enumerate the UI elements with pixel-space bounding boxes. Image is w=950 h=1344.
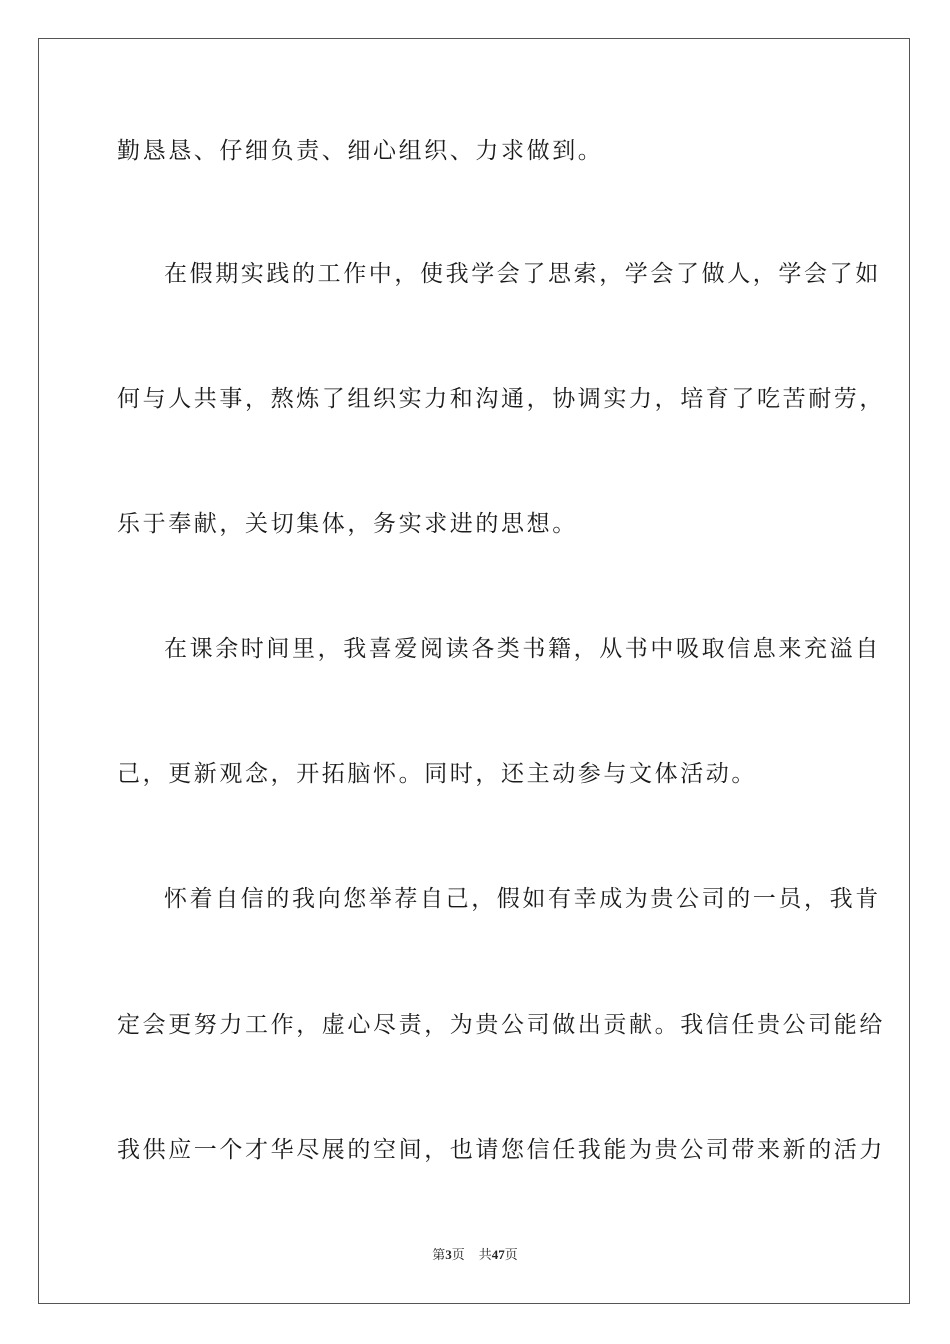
paragraph-first-line: 怀着自信的我向您举荐自己，假如有幸成为贵公司的一员，我肯 [164,886,881,912]
footer-page-number: 3 [445,1247,452,1262]
footer-total-suffix: 页 [504,1248,518,1263]
text-line: 勤恳恳、仔细负责、细心组织、力求做到。 [117,138,604,164]
paragraph-first-line: 在假期实践的工作中，使我学会了思索，学会了做人，学会了如 [164,261,881,287]
text-line: 定会更努力工作，虚心尽责，为贵公司做出贡献。我信任贵公司能给 [117,1012,885,1038]
text-line: 乐于奉献，关切集体，务实求进的思想。 [117,511,578,537]
text-line: 我供应一个才华尽展的空间，也请您信任我能为贵公司带来新的活力 [117,1137,885,1163]
footer-page-prefix: 第 [432,1248,446,1263]
footer-total-prefix: 共 [478,1248,492,1263]
text-line: 己，更新观念，开拓脑怀。同时，还主动参与文体活动。 [117,761,757,787]
text-line: 何与人共事，熬炼了组织实力和沟通，协调实力，培育了吃苦耐劳， [117,386,885,412]
paragraph-first-line: 在课余时间里，我喜爱阅读各类书籍，从书中吸取信息来充溢自 [164,636,881,662]
page-footer [0,1246,950,1265]
footer-page-suffix: 页 [451,1248,465,1263]
page-frame [38,38,910,1304]
footer-total-pages: 47 [491,1247,505,1262]
